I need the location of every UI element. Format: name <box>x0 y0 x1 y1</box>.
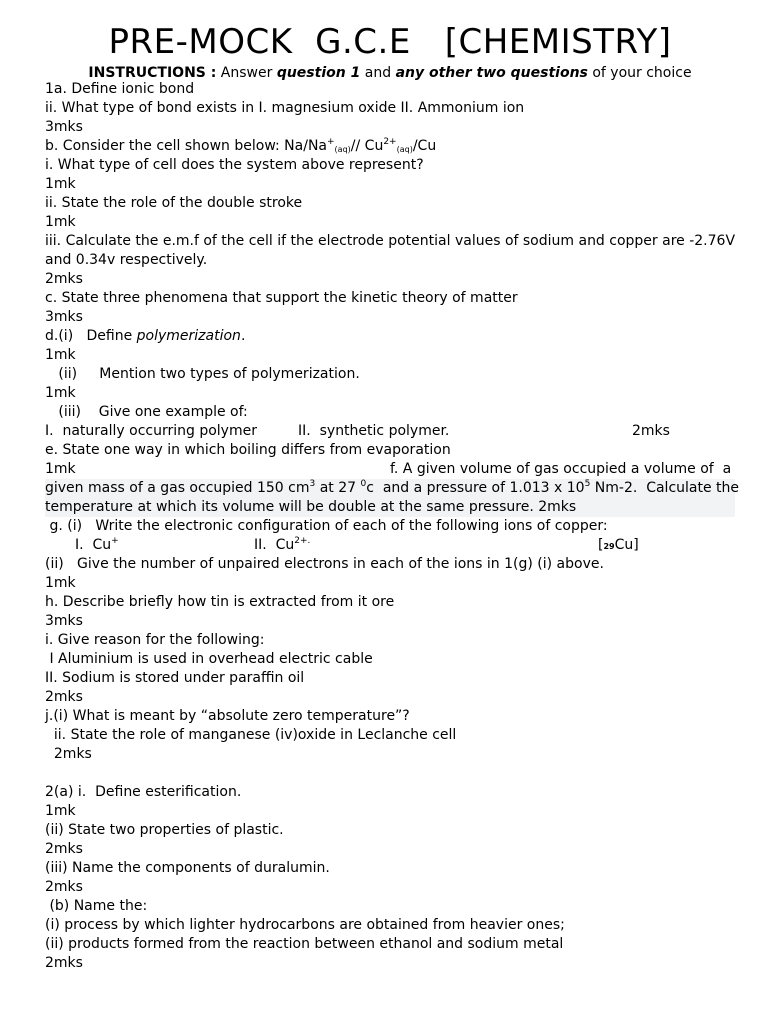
question-1a-ii: ii. What type of bond exists in I. magnesium oxide II. Ammonium ion <box>45 100 525 116</box>
q1b-text: b. Consider the cell shown below: Na/Na <box>45 138 327 154</box>
question-1d-ii: (ii) Mention two types of polymerization. <box>45 366 360 382</box>
question-1b-ii: ii. State the role of the double stroke <box>45 195 303 211</box>
instructions-text: and <box>360 65 396 81</box>
question-1f-cont <box>45 479 740 498</box>
atomic-number-ref <box>598 536 639 556</box>
instructions-label: INSTRUCTIONS : <box>88 65 217 81</box>
q1f-text: at 27 <box>315 480 361 496</box>
instructions-text: Answer <box>216 65 277 81</box>
q1b-text: /Cu <box>412 138 437 154</box>
marks-1g-ii: 1mk <box>45 575 76 591</box>
marks-1b-iii: 2mks <box>45 271 83 287</box>
spacer <box>45 764 735 783</box>
instructions-any-other-two: any other two questions <box>395 65 588 81</box>
question-1f-end: temperature at which its volume will be double at the same pressure. 2mks <box>45 498 735 517</box>
marks-2b: 2mks <box>45 955 83 971</box>
question-1i: i. Give reason for the following: <box>45 632 265 648</box>
ref-atomic-number: 29 <box>603 542 615 551</box>
q1b-charge: 2+ <box>383 137 397 147</box>
marks-2a-i: 1mk <box>45 803 76 819</box>
marks-2a-ii: 2mks <box>45 841 83 857</box>
question-1b <box>45 137 735 156</box>
question-1b-iii: iii. Calculate the e.m.f of the cell if the electrode potential values of sodium and copper are -2.76V <box>45 233 736 249</box>
question-1j-ii: ii. State the role of manganese (iv)oxide in Leclanche cell <box>45 727 457 743</box>
marks-1a: 3mks <box>45 119 83 135</box>
q1b-state: (aq) <box>396 145 413 154</box>
question-2a-ii: (ii) State two properties of plastic. <box>45 822 284 838</box>
question-1c: c. State three phenomena that support the kinetic theory of matter <box>45 290 518 306</box>
marks-1i: 2mks <box>45 689 83 705</box>
question-1f: f. A given volume of gas occupied a volume of a <box>390 461 732 477</box>
question-1d-iii-options <box>45 422 735 441</box>
question-1e-marks-row <box>45 460 735 479</box>
ion-label: I. Cu <box>75 537 112 553</box>
question-1d-iii: (iii) Give one example of: <box>45 404 248 420</box>
q1d-text: . <box>240 328 246 344</box>
question-1b-i: i. What type of cell does the system above represent? <box>45 157 424 173</box>
marks-1d-i: 1mk <box>45 347 76 363</box>
question-2b: (b) Name the: <box>45 898 148 914</box>
option-natural-polymer: I. naturally occurring polymer <box>45 423 257 439</box>
question-1b-iii-cont: and 0.34v respectively. <box>45 252 208 268</box>
question-1g-ions <box>45 536 735 555</box>
q1b-text: // Cu <box>350 138 384 154</box>
marks-2a-iii: 2mks <box>45 879 83 895</box>
ion-cu-plus <box>75 536 119 555</box>
q1b-charge: + <box>327 137 335 147</box>
marks-1e: 1mk <box>45 461 76 477</box>
instructions <box>0 65 768 81</box>
question-1a-i: 1a. Define ionic bond <box>45 81 195 97</box>
marks-1c: 3mks <box>45 309 83 325</box>
ion-label: II. Cu <box>254 537 295 553</box>
q1f-sup: 3 <box>309 479 316 489</box>
marks-1d-ii: 1mk <box>45 385 76 401</box>
marks-1j: 2mks <box>45 746 92 762</box>
q1f-text: given mass of a gas occupied 150 cm <box>45 480 310 496</box>
q1d-term: polymerization <box>136 328 241 344</box>
ion-charge: + <box>111 536 119 546</box>
question-2b-i: (i) process by which lighter hydrocarbons are obtained from heavier ones; <box>45 917 565 933</box>
ref-bracket: [ <box>598 537 604 553</box>
question-1i-II: II. Sodium is stored under paraffin oil <box>45 670 305 686</box>
question-2b-ii: (ii) products formed from the reaction between ethanol and sodium metal <box>45 936 564 952</box>
marks-1d-iii: 2mks <box>632 423 670 439</box>
q1f-sup: 0 <box>360 479 367 489</box>
question-1e: e. State one way in which boiling differs from evaporation <box>45 442 451 458</box>
question-1g-i: g. (i) Write the electronic configuration of each of the following ions of copper: <box>45 518 608 534</box>
question-2a-i: 2(a) i. Define esterification. <box>45 784 242 800</box>
ref-symbol: Cu] <box>614 537 639 553</box>
marks-1b-i: 1mk <box>45 176 76 192</box>
marks-1h: 3mks <box>45 613 83 629</box>
question-1j-i: j.(i) What is meant by “absolute zero temperature”? <box>45 708 410 724</box>
marks-1b-ii: 1mk <box>45 214 76 230</box>
question-1h: h. Describe briefly how tin is extracted from it ore <box>45 594 395 610</box>
instructions-question-1: question 1 <box>276 65 361 81</box>
question-2a-iii: (iii) Name the components of duralumin. <box>45 860 330 876</box>
question-body <box>45 80 740 973</box>
q1b-state: (aq) <box>334 145 351 154</box>
ion-charge: 2+. <box>294 536 311 546</box>
question-1d-i <box>45 327 735 346</box>
instructions-text: of your choice <box>587 65 692 81</box>
question-1i-I: I Aluminium is used in overhead electric cable <box>45 651 373 667</box>
ion-cu-2plus <box>254 536 310 555</box>
q1f-sup: 5 <box>584 479 591 489</box>
option-synthetic-polymer: II. synthetic polymer. <box>298 423 450 439</box>
q1d-text: d.(i) Define <box>45 328 137 344</box>
page-title: PRE-MOCK G.C.E [CHEMISTRY] <box>108 22 672 62</box>
q1f-text: c and a pressure of 1.013 x 10 <box>366 480 585 496</box>
question-1g-ii: (ii) Give the number of unpaired electrons in each of the ions in 1(g) (i) above. <box>45 556 604 572</box>
q1f-text: Nm-2. Calculate the <box>590 480 740 496</box>
